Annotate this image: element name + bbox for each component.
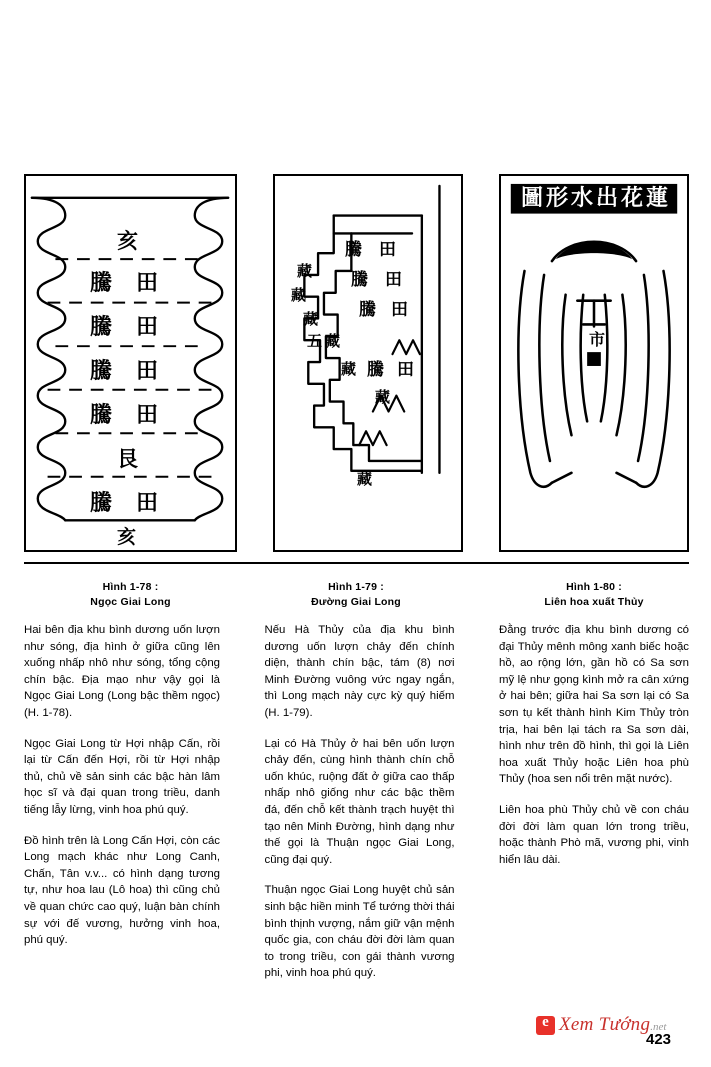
caption-line-2: Liên hoa xuất Thủy <box>544 596 644 608</box>
han-label: 藏 <box>357 470 373 488</box>
han-label: 田 <box>136 490 159 516</box>
watermark-domain: .net <box>650 1021 667 1033</box>
han-label: 騰 <box>90 314 113 340</box>
text-column-1 <box>24 622 220 996</box>
text-column-3 <box>499 622 689 996</box>
han-label: 藏 <box>297 262 313 280</box>
han-label: 田 <box>136 314 159 340</box>
watermark-brand: Xem Tướng <box>559 1014 651 1035</box>
caption-line-2: Đường Giai Long <box>311 596 401 608</box>
caption-line-1: Hình 1-80 : <box>566 581 622 593</box>
han-label: 田 <box>391 300 408 320</box>
caption-hinh-1-78 <box>24 580 237 610</box>
han-label: 田 <box>136 358 159 384</box>
caption-line-1: Hình 1-78 : <box>102 581 159 593</box>
paragraph: Liên hoa phù Thủy chủ về con cháu đời đời làm quan lớn trong triều, hoặc thành Phò mã, vương phi, vinh hiển lâu dài. <box>499 803 689 866</box>
paragraph: Ngọc Giai Long từ Hợi nhập Cấn, rồi lại từ Cấn đến Hợi, rồi từ Hợi nhập thủ, chủ về sản sinh các bậc hàn lâm học sĩ và đại quan trong triều, danh tiếng lẫy lừng, vinh hoa phú quý. <box>24 737 220 816</box>
han-label: 騰 <box>359 300 376 320</box>
han-label: 騰 <box>90 358 113 384</box>
han-label: 騰 <box>367 360 384 380</box>
han-label: 亥 <box>117 526 137 548</box>
figure-row <box>24 174 689 552</box>
han-label: 騰 <box>90 270 113 296</box>
han-label: 騰 <box>351 270 368 290</box>
figure-hinh-1-78 <box>24 174 237 552</box>
han-label: 藏 <box>375 388 391 406</box>
paragraph: Nếu Hà Thủy của địa khu bình dương uốn lượn chảy đến chính diện, thành chín bậc, tám (8) nơi Minh Đường vuông vức ngay ngắn, thì Long mạch này cực kỳ quý hiếm (H. 1-79). <box>264 624 455 719</box>
paragraph: Hai bên địa khu bình dương uốn lượn như sóng, địa hình ở giữa cũng lên xuống nhấp nhô như sóng, tổng cộng chín bậc. Địa mạo như vậy gọi là Ngọc Giai Long (Long bậc thềm ngọc) (H. 1-78). <box>24 624 220 719</box>
figure-title-han: 圖形水出花蓮 <box>521 185 672 211</box>
han-label: 五 <box>307 332 323 350</box>
han-label: 田 <box>136 270 159 296</box>
caption-hinh-1-80 <box>499 580 689 610</box>
han-label: 藏 <box>341 360 357 378</box>
han-label: 田 <box>397 360 414 380</box>
han-label: 藏 <box>291 286 307 304</box>
figure-hinh-1-80 <box>499 174 689 552</box>
caption-line-1: Hình 1-79 : <box>328 581 384 593</box>
han-label: 市 <box>589 330 606 349</box>
watermark-badge-icon <box>536 1016 555 1035</box>
figure-hinh-1-79 <box>273 174 463 552</box>
han-label: 艮 <box>117 446 138 471</box>
han-label: 騰 <box>90 490 113 516</box>
han-label: 亥 <box>117 228 138 253</box>
caption-hinh-1-79 <box>261 580 451 610</box>
han-label: 田 <box>385 270 402 290</box>
han-label: 田 <box>136 402 159 428</box>
paragraph: Thuận ngọc Giai Long huyệt chủ sản sinh bậc hiền minh Tể tướng thời thái bình thịnh vượng, nắm giữ vận mệnh quốc gia, con cháu đời đời làm quan to trong triều, con gái thành vương phi, vinh hoa phú quý. <box>264 884 455 980</box>
han-label: 藏 <box>325 332 341 350</box>
figure-1-80-drawing <box>501 176 687 550</box>
han-label: 田 <box>379 240 396 260</box>
paragraph: Đồ hình trên là Long Cấn Hợi, còn các Long mạch khác như Long Canh, Chấn, Tân v.v... có hình dạng tương tự, như hoa lau (Lô hoa) thì cũng chủ về quan chức cao quý, luận bàn chính sự với đế vương, hưởng vinh hoa, phú quý. <box>24 834 220 947</box>
han-label: 藏 <box>303 310 319 328</box>
paragraph: Lại có Hà Thủy ở hai bên uốn lượn chảy đến, cùng hình thành chín chỗ uốn khúc, ruộng đất ở giữa cao thấp nhấp nhô giống như các bậc thềm đá, đến chỗ kết thành trạch huyệt thì tạo nên Minh Đường, hình dạng như thế gọi là Thuận ngọc Giai Long, cũng đại quý. <box>264 737 455 866</box>
horizontal-divider <box>24 562 689 564</box>
page-number: 423 <box>646 1031 672 1048</box>
paragraph: Đằng trước địa khu bình dương có đại Thủy mênh mông xanh biếc hoặc hồ, ao rộng lớn, gần hồ có Sa sơn mỹ lệ như gọng kình mở ra cân xứng ở hai bên; giữa hai Sa sơn lại có Sa sơn tụ kết thành hình Kim Thủy tròn trịa, hai bên lại tách ra Sa sơn dài, hình như trên đồ hình, thì gọi là Liên hoa xuất Thủy hoặc Liên hoa phù Thủy (hoa sen nổi trên mặt nước). <box>499 624 689 786</box>
text-column-2 <box>265 622 455 996</box>
han-label: 騰 <box>345 240 362 260</box>
body-text-columns <box>24 622 689 996</box>
han-label: 騰 <box>90 402 113 428</box>
caption-line-2: Ngọc Giai Long <box>90 596 171 608</box>
caption-row <box>24 580 689 616</box>
